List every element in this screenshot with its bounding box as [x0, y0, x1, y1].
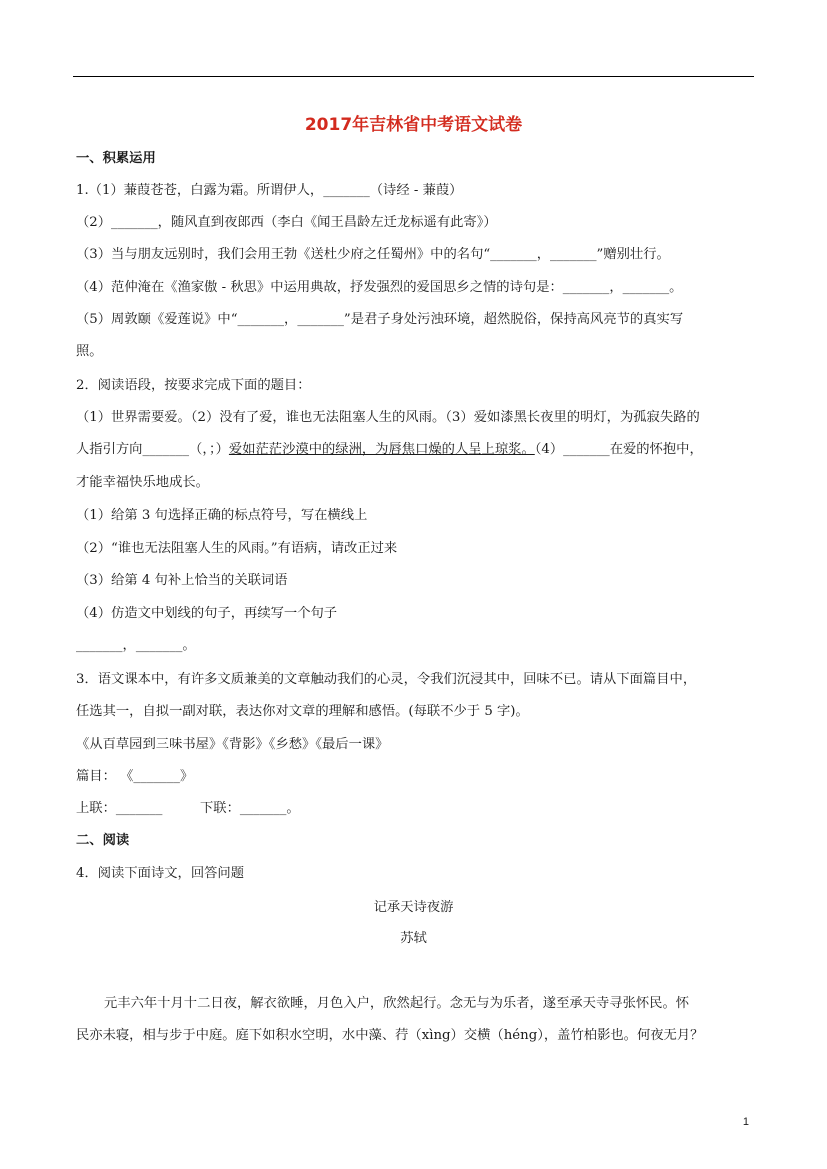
poem-title: 记承天诗夜游	[373, 900, 454, 915]
section-heading-2: 二、阅读	[76, 833, 130, 848]
q3-titles: 《从百草园到三味书屋》《背影》《乡愁》《最后一课》	[76, 737, 389, 752]
q1-line-6: 照。	[76, 344, 103, 359]
q3-line-1: 3．语文课本中，有许多文质兼美的文章触动我们的心灵，令我们沉浸其中，回味不已。请从下面篇目中，	[76, 672, 697, 687]
q2-line-3	[76, 441, 703, 459]
q2-line-1: 2．阅读语段，按要求完成下面的题目：	[76, 378, 311, 393]
q2-sub-4: （4）仿造文中划线的句子，再续写一个句子	[76, 606, 338, 621]
page-title: 2017年吉林省中考语文试卷	[304, 115, 523, 135]
q1-line-4: （4）范仲淹在《渔家傲 - 秋思》中运用典故，抒发强烈的爱国思乡之情的诗句是：_______，_______。	[76, 280, 683, 295]
q2-answer-blank: _______，_______。	[76, 638, 196, 653]
section-heading-1: 一、积累运用	[76, 151, 156, 166]
q2-line-3-start: 人指引方向_______（，；）	[76, 442, 229, 457]
q4-line-1: 4．阅读下面诗文，回答问题	[76, 866, 245, 881]
page-number: 1	[742, 1116, 749, 1128]
q2-line-2: （1）世界需要爱。（2）没有了爱，谁也无法阻塞人生的风雨。（3）爱如漆黑长夜里的明灯，为孤寂失路的	[76, 410, 700, 425]
q3-line-2: 任选其一，自拟一副对联，表达你对文章的理解和感悟。(每联不少于 5 字)。	[76, 704, 529, 719]
q2-sub-3: （3）给第 4 句补上恰当的关联词语	[76, 573, 288, 588]
q1-line-5: （5）周敦颐《爱莲说》中“_______，_______”是君子身处污浊环境，超然脱俗，保持高风亮节的真实写	[76, 312, 684, 327]
passage-line-1: 元丰六年十月十二日夜，解衣欲睡，月色入户，欣然起行。念无与为乐者，遂至承天寺寻张怀民。怀	[104, 996, 690, 1011]
underlined-sentence: 爱如茫茫沙漠中的绿洲，为唇焦口燥的人呈上琼浆。	[228, 442, 535, 457]
q2-line-3-end: （4）_______在爱的怀抱中，	[534, 442, 703, 457]
q2-sub-2: （2）“谁也无法阻塞人生的风雨。”有语病，请改正过来	[76, 541, 398, 556]
q3-title-blank: 篇目： 《_______》	[76, 769, 194, 784]
q2-sub-1: （1）给第 3 句选择正确的标点符号，写在横线上	[76, 508, 368, 523]
q3-couplet-lower: 下联：_______。	[200, 801, 300, 816]
header-rule	[73, 76, 754, 77]
q1-line-3: （3）当与朋友远别时，我们会用王勃《送杜少府之任蜀州》中的名句“_______，_______”赠别壮行。	[76, 247, 670, 262]
q1-line-2: （2）_______，随风直到夜郎西（李白《闻王昌龄左迁龙标遥有此寄》）	[76, 215, 497, 230]
q2-line-4: 才能幸福快乐地成长。	[76, 475, 209, 490]
q1-line-1: 1.（1）蒹葭苍苍，白露为霜。所谓伊人，_______（诗经 - 蒹葭）	[76, 183, 463, 198]
q3-couplet-upper: 上联：_______	[76, 801, 163, 816]
passage-line-2: 民亦未寝，相与步于中庭。庭下如积水空明，水中藻、荇（xìng）交横（héng），盖竹柏影也。何夜无月？	[76, 1028, 704, 1043]
poem-author: 苏轼	[400, 931, 427, 946]
